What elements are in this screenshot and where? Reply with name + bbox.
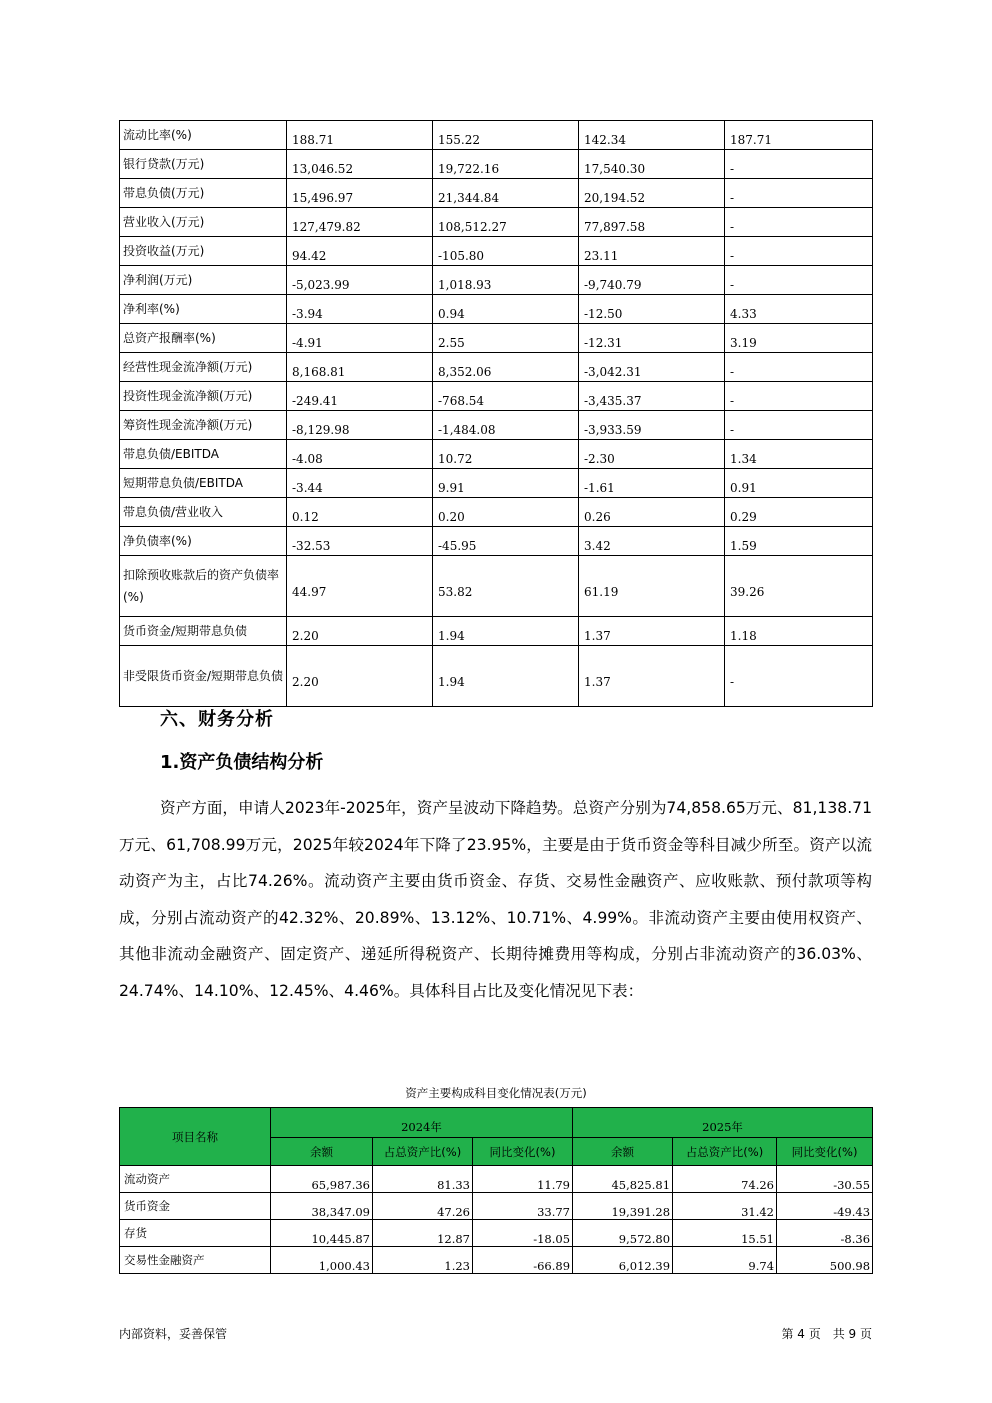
cell-value: -3,435.37: [579, 382, 725, 411]
footer-confidential: 内部资料，妥善保管: [119, 1327, 228, 1341]
cell-value: 127,479.82: [287, 208, 433, 237]
cell-value: 500.98: [777, 1247, 873, 1274]
cell-value: 8,352.06: [433, 353, 579, 382]
section-heading: 六、财务分析: [160, 709, 274, 730]
row-label: 带息负债/营业收入: [120, 498, 287, 527]
cell-value: 1,000.43: [271, 1247, 373, 1274]
cell-value: -: [725, 150, 873, 179]
cell-value: -18.05: [473, 1220, 573, 1247]
column-header: 同比变化(%): [777, 1138, 873, 1166]
table-row: [120, 469, 873, 498]
cell-value: 1.37: [579, 646, 725, 707]
cell-value: 9.91: [433, 469, 579, 498]
cell-value: -45.95: [433, 527, 579, 556]
row-label: 交易性金融资产: [120, 1247, 271, 1274]
cell-value: 19,391.28: [573, 1193, 673, 1220]
table-row: [120, 1166, 873, 1193]
cell-value: -105.80: [433, 237, 579, 266]
cell-value: 8,168.81: [287, 353, 433, 382]
row-label: 投资性现金流净额(万元): [120, 382, 287, 411]
cell-value: 1.18: [725, 617, 873, 646]
cell-value: -49.43: [777, 1193, 873, 1220]
cell-value: 1.94: [433, 646, 579, 707]
row-label: 营业收入(万元): [120, 208, 287, 237]
cell-value: 155.22: [433, 121, 579, 150]
cell-value: 45,825.81: [573, 1166, 673, 1193]
cell-value: 81.33: [373, 1166, 473, 1193]
cell-value: -3,933.59: [579, 411, 725, 440]
row-label: 筹资性现金流净额(万元): [120, 411, 287, 440]
cell-value: 65,987.36: [271, 1166, 373, 1193]
row-label: 带息负债(万元): [120, 179, 287, 208]
footer-page-number: 第 4 页 共 9 页: [781, 1327, 872, 1341]
cell-value: 19,722.16: [433, 150, 579, 179]
cell-value: -: [725, 646, 873, 707]
cell-value: 0.26: [579, 498, 725, 527]
cell-value: 10,445.87: [271, 1220, 373, 1247]
table-row: [120, 266, 873, 295]
cell-value: 0.12: [287, 498, 433, 527]
cell-value: 3.42: [579, 527, 725, 556]
table-row: [120, 440, 873, 469]
cell-value: 0.94: [433, 295, 579, 324]
row-label: 带息负债/EBITDA: [120, 440, 287, 469]
cell-value: 47.26: [373, 1193, 473, 1220]
table-row: [120, 382, 873, 411]
cell-value: 1,018.93: [433, 266, 579, 295]
table-row: [120, 353, 873, 382]
cell-value: -3.94: [287, 295, 433, 324]
cell-value: 6,012.39: [573, 1247, 673, 1274]
table-row: [120, 556, 873, 617]
cell-value: 0.29: [725, 498, 873, 527]
cell-value: 11.79: [473, 1166, 573, 1193]
cell-value: -8.36: [777, 1220, 873, 1247]
cell-value: -32.53: [287, 527, 433, 556]
row-label: 货币资金: [120, 1193, 271, 1220]
table-row: [120, 1193, 873, 1220]
row-label: 非受限货币资金/短期带息负债: [120, 646, 287, 707]
year-header-2025: 2025年: [573, 1108, 873, 1138]
sub-heading: 1.资产负债结构分析: [160, 752, 324, 773]
cell-value: 44.97: [287, 556, 433, 617]
column-header: 余额: [573, 1138, 673, 1166]
cell-value: -3,042.31: [579, 353, 725, 382]
table-row: [120, 617, 873, 646]
cell-value: 1.37: [579, 617, 725, 646]
cell-value: -: [725, 208, 873, 237]
cell-value: 2.55: [433, 324, 579, 353]
cell-value: 4.33: [725, 295, 873, 324]
table-row: [120, 237, 873, 266]
cell-value: -8,129.98: [287, 411, 433, 440]
column-header: 同比变化(%): [473, 1138, 573, 1166]
cell-value: -2.30: [579, 440, 725, 469]
table-row: [120, 150, 873, 179]
row-label: 流动资产: [120, 1166, 271, 1193]
row-label: 投资收益(万元): [120, 237, 287, 266]
cell-value: 0.20: [433, 498, 579, 527]
cell-value: 0.91: [725, 469, 873, 498]
cell-value: 20,194.52: [579, 179, 725, 208]
cell-value: 61.19: [579, 556, 725, 617]
row-label: 流动比率(%): [120, 121, 287, 150]
cell-value: -: [725, 382, 873, 411]
cell-value: -30.55: [777, 1166, 873, 1193]
year-header-2024: 2024年: [271, 1108, 573, 1138]
cell-value: 94.42: [287, 237, 433, 266]
cell-value: 38,347.09: [271, 1193, 373, 1220]
cell-value: -1,484.08: [433, 411, 579, 440]
row-label: 经营性现金流净额(万元): [120, 353, 287, 382]
cell-value: -: [725, 411, 873, 440]
cell-value: 187.71: [725, 121, 873, 150]
cell-value: -: [725, 266, 873, 295]
cell-value: 1.59: [725, 527, 873, 556]
table-row: [120, 208, 873, 237]
cell-value: 142.34: [579, 121, 725, 150]
cell-value: 33.77: [473, 1193, 573, 1220]
cell-value: 108,512.27: [433, 208, 579, 237]
cell-value: -4.91: [287, 324, 433, 353]
cell-value: 3.19: [725, 324, 873, 353]
asset-composition-table: [119, 1107, 873, 1274]
asset-table-caption: 资产主要构成科目变化情况表(万元): [405, 1086, 587, 1100]
cell-value: 13,046.52: [287, 150, 433, 179]
cell-value: 9,572.80: [573, 1220, 673, 1247]
cell-value: 1.94: [433, 617, 579, 646]
column-header: 占总资产比(%): [373, 1138, 473, 1166]
table-row: [120, 324, 873, 353]
cell-value: 1.34: [725, 440, 873, 469]
cell-value: -249.41: [287, 382, 433, 411]
table-row: [120, 1247, 873, 1274]
row-label: 净负债率(%): [120, 527, 287, 556]
cell-value: 21,344.84: [433, 179, 579, 208]
row-label: 短期带息负债/EBITDA: [120, 469, 287, 498]
analysis-paragraph: 资产方面，申请人2023年-2025年，资产呈波动下降趋势。总资产分别为74,858.65万元、81,138.71万元、61,708.99万元，2025年较2024年下降了23.95%，主要是由于货币资金等科目减少所至。资产以流动资产为主，占比74.26%。流动资产主要由货币资金、存货、交易性金融资产、应收账款、预付款项等构成，分别占流动资产的42.32%、20.89%、13.12%、10.71%、4.99%。非流动资产主要由使用权资产、其他非流动金融资产、固定资产、递延所得税资产、长期待摊费用等构成，分别占非流动资产的36.03%、24.74%、14.10%、12.45%、4.46%。具体科目占比及变化情况见下表：: [119, 799, 872, 1000]
financial-ratio-table: [119, 120, 873, 707]
cell-value: -12.31: [579, 324, 725, 353]
cell-value: 2.20: [287, 617, 433, 646]
table-row: [120, 498, 873, 527]
cell-value: -3.44: [287, 469, 433, 498]
cell-value: 12.87: [373, 1220, 473, 1247]
cell-value: -: [725, 353, 873, 382]
cell-value: 9.74: [673, 1247, 777, 1274]
cell-value: 31.42: [673, 1193, 777, 1220]
row-label: 存货: [120, 1220, 271, 1247]
cell-value: 2.20: [287, 646, 433, 707]
table-row: [120, 527, 873, 556]
cell-value: -12.50: [579, 295, 725, 324]
cell-value: -4.08: [287, 440, 433, 469]
cell-value: 1.23: [373, 1247, 473, 1274]
cell-value: 74.26: [673, 1166, 777, 1193]
cell-value: -5,023.99: [287, 266, 433, 295]
table-row: [120, 646, 873, 707]
row-label: 货币资金/短期带息负债: [120, 617, 287, 646]
cell-value: 17,540.30: [579, 150, 725, 179]
row-label: 总资产报酬率(%): [120, 324, 287, 353]
table-row: [120, 179, 873, 208]
cell-value: 23.11: [579, 237, 725, 266]
cell-value: 39.26: [725, 556, 873, 617]
column-header: 占总资产比(%): [673, 1138, 777, 1166]
cell-value: 15,496.97: [287, 179, 433, 208]
cell-value: 15.51: [673, 1220, 777, 1247]
cell-value: -9,740.79: [579, 266, 725, 295]
table-row: [120, 121, 873, 150]
cell-value: 10.72: [433, 440, 579, 469]
table-row: [120, 1220, 873, 1247]
cell-value: 53.82: [433, 556, 579, 617]
cell-value: 188.71: [287, 121, 433, 150]
table-row: [120, 411, 873, 440]
row-label: 银行贷款(万元): [120, 150, 287, 179]
cell-value: -: [725, 179, 873, 208]
row-label: 扣除预收账款后的资产负债率(%): [120, 556, 287, 617]
table-row: [120, 295, 873, 324]
cell-value: 77,897.58: [579, 208, 725, 237]
cell-value: -: [725, 237, 873, 266]
column-header: 余额: [271, 1138, 373, 1166]
cell-value: -66.89: [473, 1247, 573, 1274]
item-name-header: 项目名称: [120, 1108, 271, 1166]
row-label: 净利率(%): [120, 295, 287, 324]
cell-value: -1.61: [579, 469, 725, 498]
row-label: 净利润(万元): [120, 266, 287, 295]
cell-value: -768.54: [433, 382, 579, 411]
